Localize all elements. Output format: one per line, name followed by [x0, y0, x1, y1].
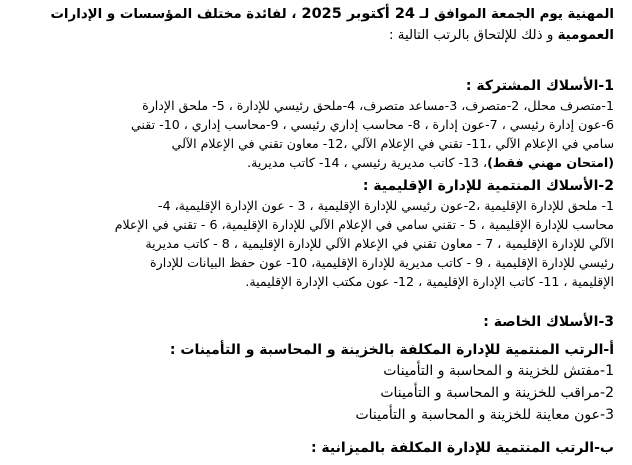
- section-text-line: محاسب للإدارة الإقليمية ، 5 - تقني سامي في الإعلام الآلي للإدارة الإقليمية، 6 - تقني في الإعلام: [114, 217, 614, 232]
- intro-text: المهنية يوم الجمعة الموافق لـ: [415, 7, 614, 22]
- section-common-corps: [22, 76, 614, 172]
- exam-note: (امتحان مهني فقط): [487, 155, 614, 170]
- section-title: 2-الأسلاك المنتمية للإدارة الإقليمية :: [362, 178, 614, 194]
- section-special-corps: [22, 312, 614, 332]
- subsection-title: أ-الرتب المنتمية للإدارة المكلفة بالخزينة و المحاسبة و التأمينات :: [169, 342, 614, 358]
- section-text-line: رئيسي للإدارة الإقليمية ، 9 - كاتب مديرية للإدارة الإقليمية، 10- عون حفظ البيانات للإدارة: [150, 255, 614, 270]
- subsection-treasury: [22, 340, 614, 426]
- list-item: 2-مراقب للخزينة و المحاسبة و التأمينات: [380, 385, 614, 401]
- section-text-line: الإقليمية ، 11- كاتب الإدارة الإقليمية ، 12- عون مكتب الإدارة الإقليمية.: [245, 274, 614, 289]
- intro-paragraph: [22, 4, 614, 46]
- list-item: 3-عون معاينة للخزينة و المحاسبة و التأمينات: [355, 407, 614, 423]
- section-text-line: 1-متصرف محلل، 2-متصرف، 3-مساعد متصرف، 4-ملحق رئيسي للإدارة ، 5- ملحق الإدارة: [142, 98, 614, 113]
- intro-text-cont: ، لفائدة مختلف المؤسسات و الإدارات: [50, 7, 297, 22]
- section-text-line: الآلي للإدارة الإقليمية ، 7 - معاون تقني في الإعلام الآلي للإدارة الإقليمية ، 8 - كاتب مديرية: [145, 236, 614, 251]
- section-title: 3-الأسلاك الخاصة :: [483, 314, 614, 330]
- section-text: ، 13- كاتب مديرية رئيسي ، 14- كاتب مديرية.: [247, 155, 488, 170]
- intro-line-2: [22, 25, 614, 46]
- subsection-budget: [22, 438, 614, 458]
- section-text-line: سامي في الإعلام الآلي ،11- تقني في الإعلام الآلي ،12- معاون تقني في الإعلام الآلي: [171, 136, 614, 151]
- list-item: 1-مفتش للخزينة و المحاسبة و التأمينات: [383, 363, 614, 379]
- section-text-line: 1- ملحق للإدارة الإقليمية ،2-عون رئيسي للإدارة الإقليمية ، 3 - عون الإدارة الإقليمية، 4-: [158, 198, 614, 213]
- intro-bold-word: العمومية: [557, 28, 614, 43]
- section-regional-admin: [22, 176, 614, 291]
- section-title: 1-الأسلاك المشتركة :: [465, 78, 614, 94]
- subsection-title: ب-الرتب المنتمية للإدارة المكلفة بالميزانية :: [310, 440, 614, 456]
- section-text-line: 6-عون إدارة رئيسي ، 7-عون إدارة ، 8- محاسب إداري رئيسي ، 9-محاسب إداري ، 10- تقني: [130, 117, 614, 132]
- intro-line-1: [22, 4, 614, 25]
- section-text-line: [22, 153, 614, 172]
- intro-rest: و ذلك للإلتحاق بالرتب التالية :: [389, 28, 558, 43]
- intro-date: 24 أكتوبر 2025: [296, 6, 416, 22]
